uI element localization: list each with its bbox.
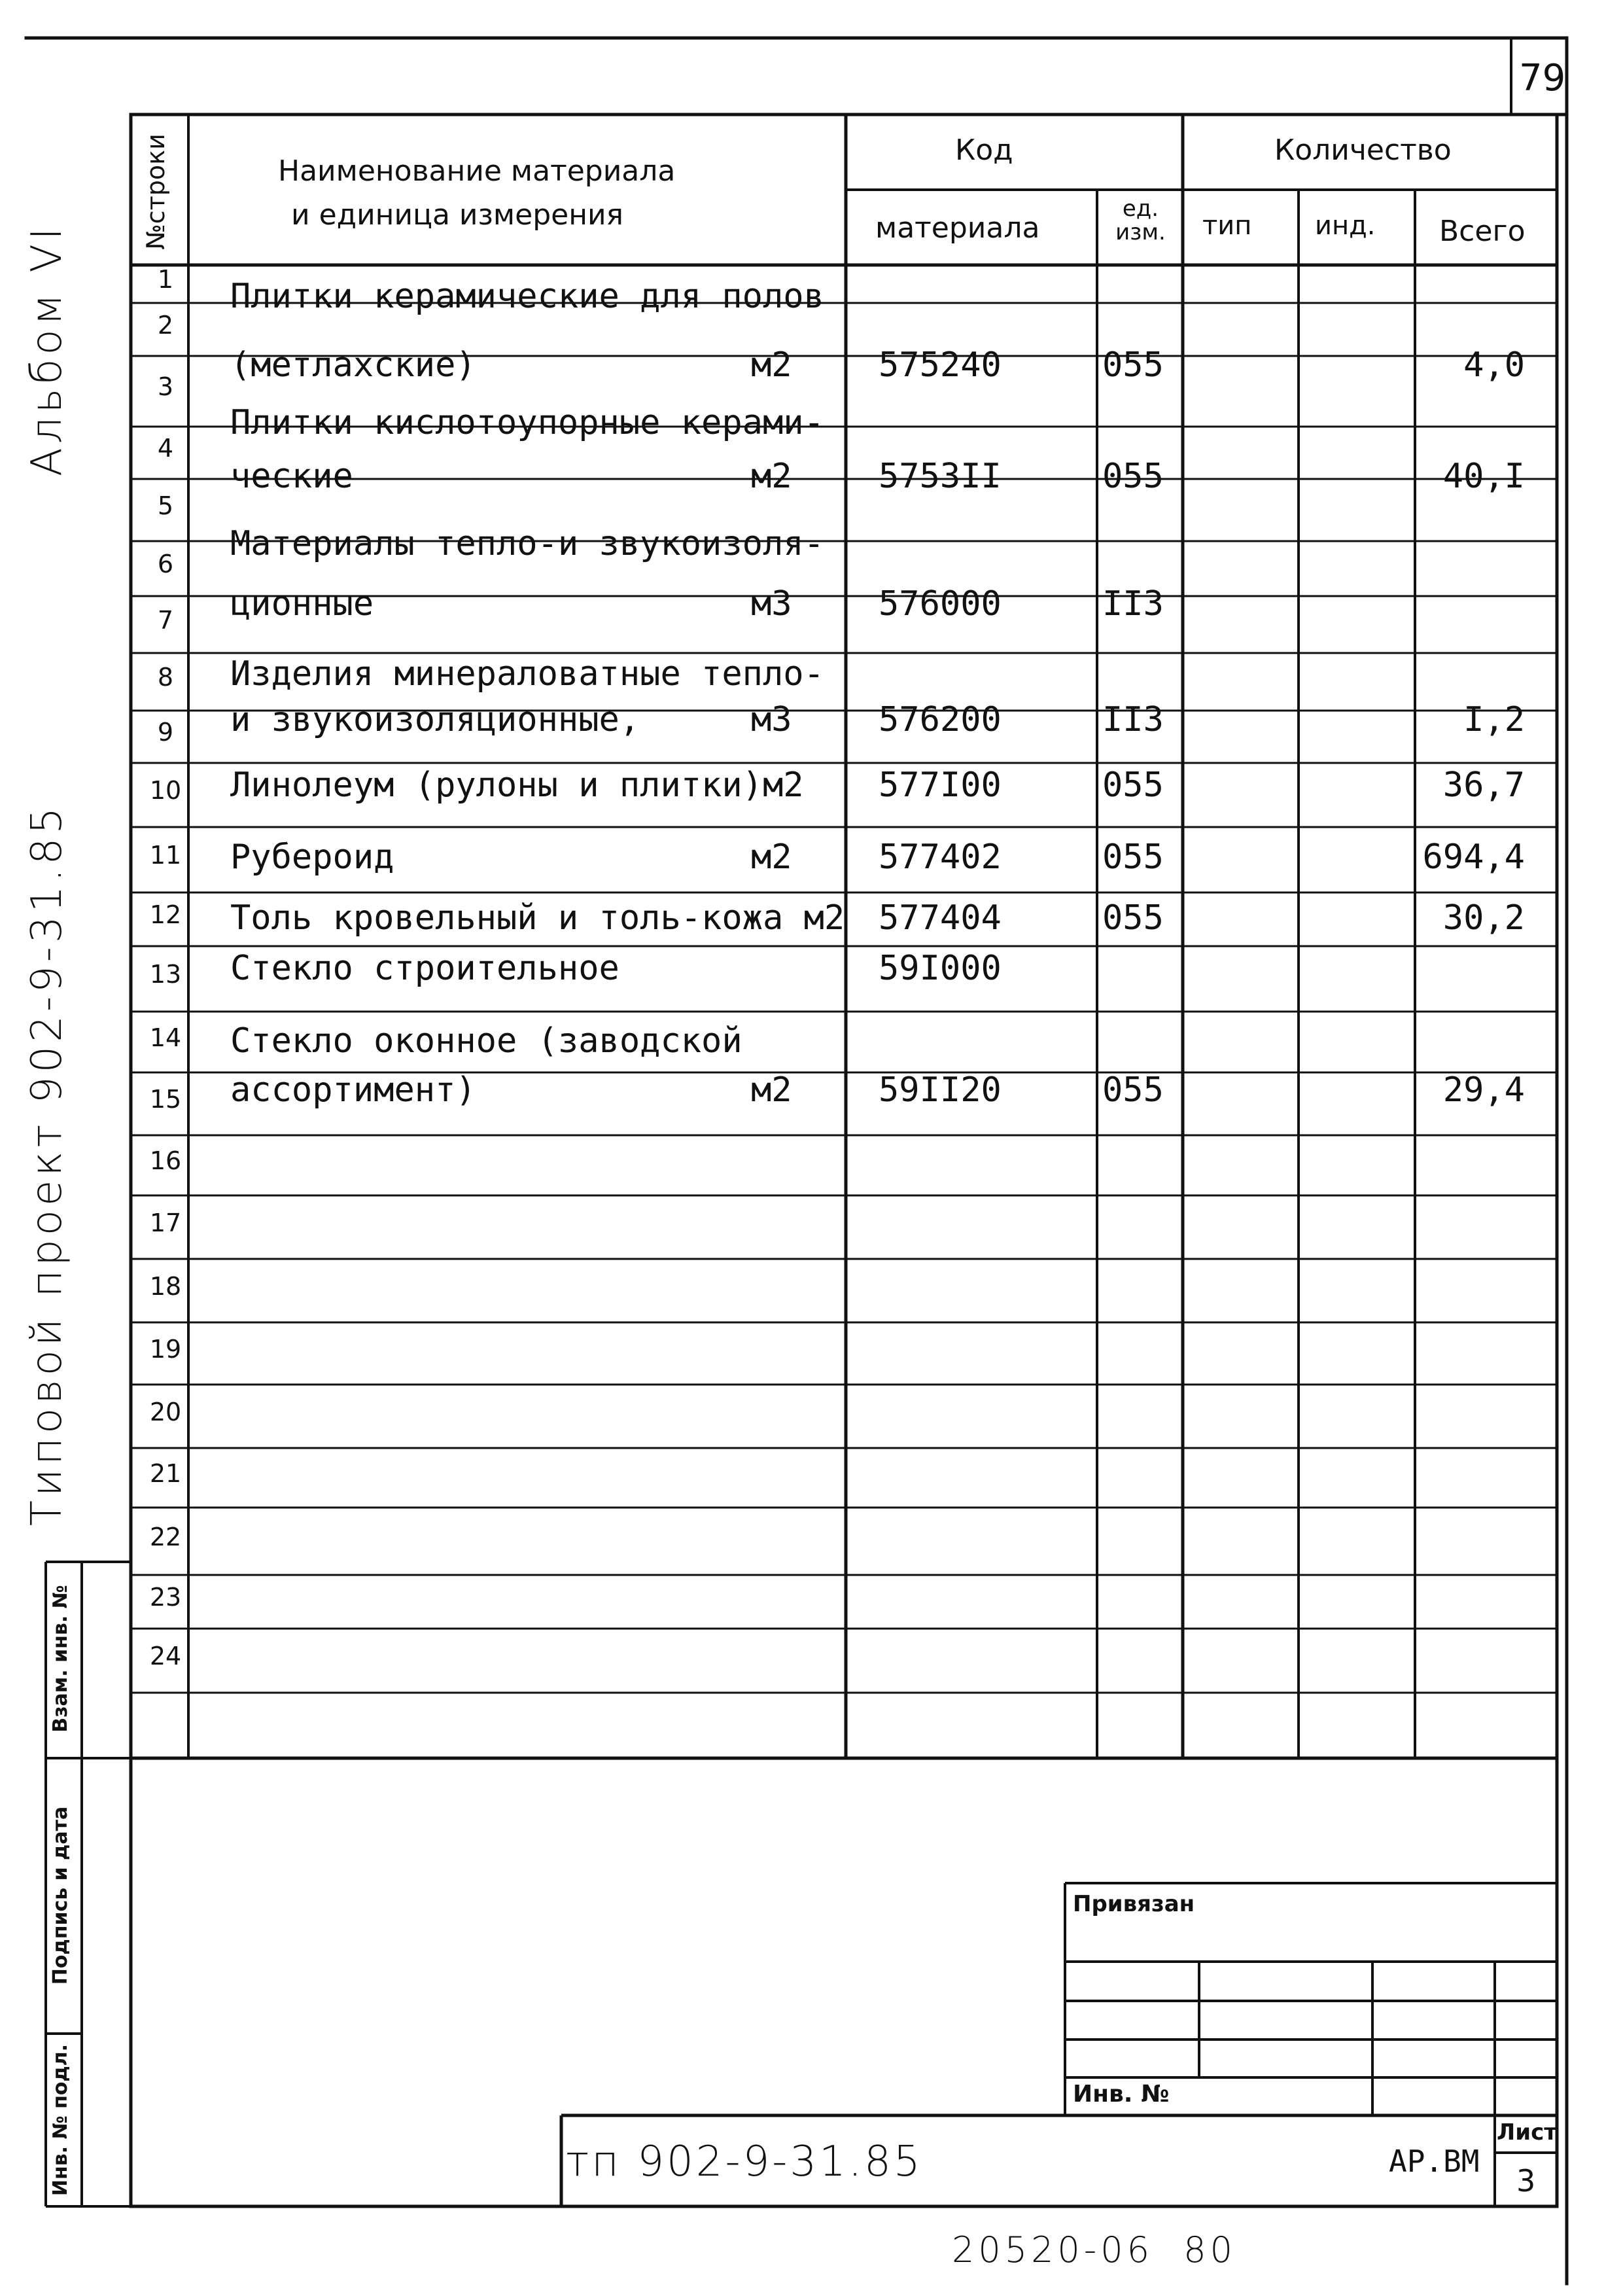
page-number: 79 <box>1519 57 1566 99</box>
row-number-cell: 22 <box>149 1523 182 1551</box>
material-name-cell: Толь кровельный и толь-кожа м2 <box>230 898 845 938</box>
material-name-cell: Материалы тепло-и звукоизоля- <box>230 524 824 563</box>
row-number-cell: 2 <box>157 311 174 340</box>
total-quantity-cell: 694,4 <box>1422 838 1525 877</box>
privyazan-label: Привязан <box>1073 1891 1195 1917</box>
project-label: Типовой проект 902-9-31.85 <box>23 803 71 1527</box>
unit-code-cell: 055 <box>1102 838 1164 877</box>
name-unit-header: и единица измерения <box>291 198 624 232</box>
material-code-cell: 59II20 <box>879 1070 1002 1110</box>
sheet-label: Лист <box>1497 2119 1557 2146</box>
material-code-cell: 575240 <box>879 345 1002 385</box>
material-name-cell: Стекло строительное <box>230 949 620 988</box>
row-number-cell: 20 <box>149 1398 182 1426</box>
total-quantity-cell: 30,2 <box>1442 898 1525 938</box>
material-name-cell: Плитки керамические для полов <box>230 277 824 316</box>
vzam-inv-label: Взам. инв. № <box>49 1585 72 1733</box>
row-number-cell: 19 <box>149 1335 182 1364</box>
material-name-cell: ассортимент) <box>230 1070 476 1110</box>
row-number-cell: 24 <box>149 1642 182 1670</box>
quantity-total-header: Всего <box>1439 215 1526 248</box>
row-number-cell: 12 <box>149 900 182 929</box>
row-number-cell: 6 <box>157 550 174 578</box>
quantity-ind-header: инд. <box>1315 211 1376 241</box>
quantity-header: Количество <box>1274 133 1452 167</box>
total-quantity-cell: 36,7 <box>1442 766 1525 805</box>
row-number-cell: 23 <box>149 1583 182 1612</box>
row-number-cell: 10 <box>149 776 182 805</box>
material-code-cell: 576000 <box>879 584 1002 624</box>
row-number-cell: 3 <box>157 372 174 401</box>
unit-cell: м3 <box>751 584 792 624</box>
material-code-cell: 577404 <box>879 898 1002 938</box>
unit-code-cell: 055 <box>1102 457 1164 496</box>
row-number-cell: 15 <box>149 1085 182 1114</box>
row-number-cell: 16 <box>149 1146 182 1175</box>
row-lines <box>131 303 1557 1693</box>
material-name-cell: Изделия минераловатные тепло- <box>230 654 824 694</box>
total-quantity-cell: 29,4 <box>1442 1070 1525 1110</box>
material-name-cell: ционные <box>230 584 374 624</box>
material-code-cell: 59I000 <box>879 949 1002 988</box>
code-unit-header: ед. изм. <box>1115 196 1166 245</box>
unit-code-cell: 055 <box>1102 898 1164 938</box>
row-number-cell: 13 <box>149 960 182 989</box>
unit-cell: м3 <box>751 700 792 739</box>
row-number-cell: 7 <box>157 606 174 635</box>
material-code-cell: 577I00 <box>879 766 1002 805</box>
unit-cell: м2 <box>751 345 792 385</box>
unit-code-cell: II3 <box>1102 584 1164 624</box>
name-header: Наименование материала <box>278 154 676 188</box>
inventory-number-label: Инв. № <box>1073 2081 1170 2108</box>
unit-code-cell: 055 <box>1102 1070 1164 1110</box>
album-label: Альбом VI <box>23 224 71 476</box>
total-quantity-cell: 40,I <box>1442 457 1525 496</box>
row-number-cell: 4 <box>157 434 174 463</box>
code-material-header: материала <box>875 211 1040 245</box>
sheet-code: АР.ВМ <box>1389 2144 1480 2179</box>
sheet-number: 3 <box>1516 2163 1536 2199</box>
row-number-cell: 9 <box>157 718 174 747</box>
signature-date-label: Подпись и дата <box>49 1806 72 1985</box>
material-name-cell: и звукоизоляционные, <box>230 700 640 739</box>
unit-code-cell: 055 <box>1102 345 1164 385</box>
total-quantity-cell: I,2 <box>1463 700 1525 739</box>
unit-cell: м2 <box>751 457 792 496</box>
total-quantity-cell: 4,0 <box>1463 345 1525 385</box>
footer-code: 20520-06 80 <box>952 2229 1237 2270</box>
row-number-cell: 8 <box>157 663 174 692</box>
document-designation: тп 902-9-31.85 <box>566 2138 923 2186</box>
material-name-cell: Плитки кислотоупорные керами- <box>230 403 824 442</box>
unit-code-cell: II3 <box>1102 700 1164 739</box>
material-name-cell: Стекло оконное (заводской <box>230 1021 742 1061</box>
quantity-type-header: тип <box>1202 211 1252 241</box>
material-name-cell: Рубероид <box>230 838 394 877</box>
material-code-cell: 577402 <box>879 838 1002 877</box>
material-name-cell: ческие <box>230 457 353 496</box>
material-name-cell: Линолеум (рулоны и плитки)м2 <box>230 766 804 805</box>
inv-podl-label: Инв. № подл. <box>49 2043 72 2197</box>
row-number-cell: 18 <box>149 1272 182 1301</box>
unit-code-cell: 055 <box>1102 766 1164 805</box>
row-number-cell: 17 <box>149 1209 182 1237</box>
row-number-cell: 5 <box>157 491 174 520</box>
row-number-header: №строки <box>141 133 170 250</box>
material-name-cell: (метлахские) <box>230 345 476 385</box>
code-header: Код <box>955 133 1013 167</box>
row-number-cell: 11 <box>149 841 182 870</box>
unit-cell: м2 <box>751 1070 792 1110</box>
row-number-cell: 1 <box>157 265 174 294</box>
material-code-cell: 576200 <box>879 700 1002 739</box>
material-code-cell: 5753II <box>879 457 1002 496</box>
row-number-cell: 21 <box>149 1459 182 1488</box>
row-number-cell: 14 <box>149 1023 182 1052</box>
unit-cell: м2 <box>751 838 792 877</box>
